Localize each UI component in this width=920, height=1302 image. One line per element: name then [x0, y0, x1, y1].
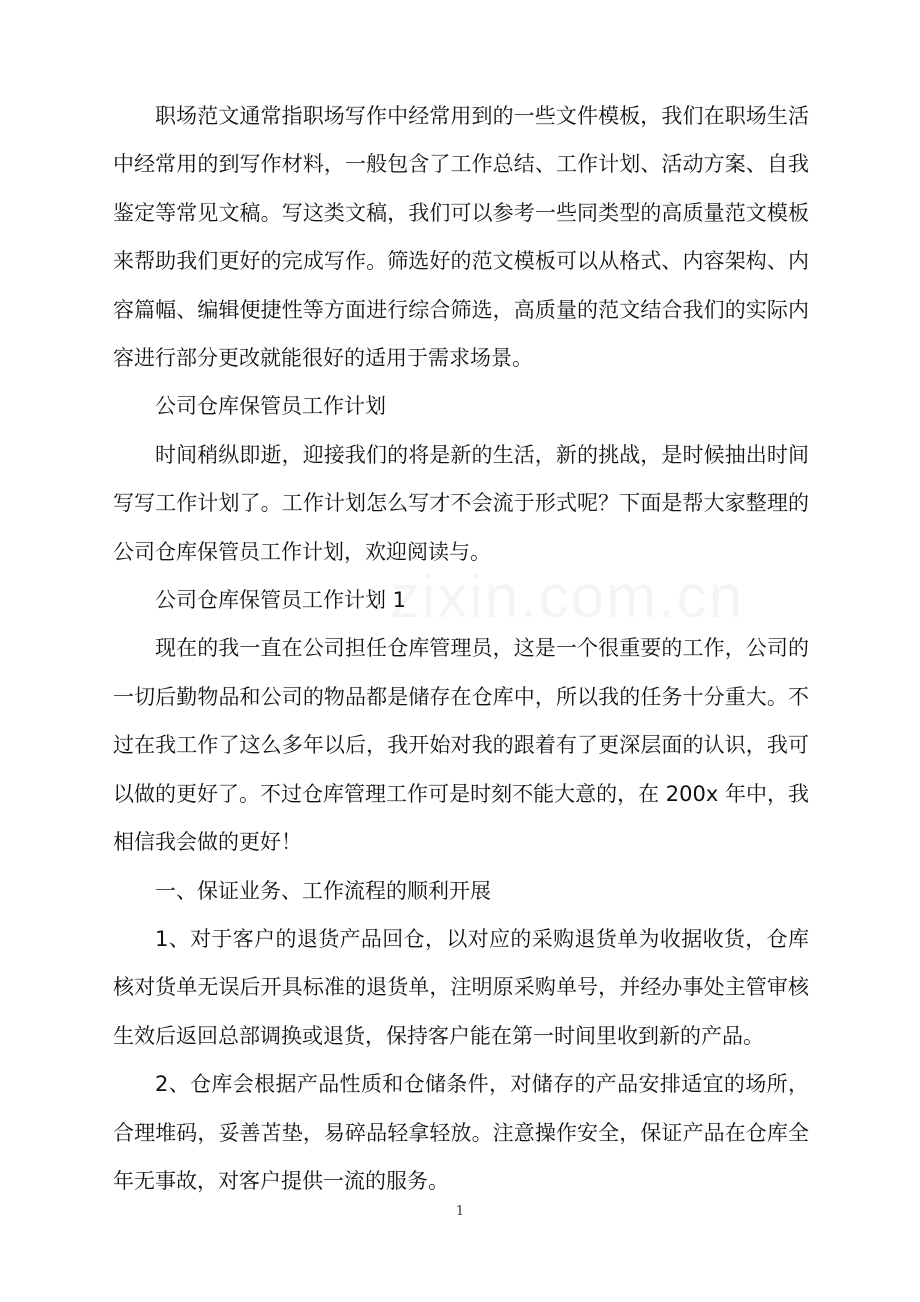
document-title: 公司仓库保管员工作计划 [155, 394, 386, 419]
page-number: 1 [455, 1204, 465, 1219]
body-paragraph: 现在的我一直在公司担任仓库管理员，这是一个很重要的工作，公司的一切后勤物品和公司的物品都是储存在仓库中，所以我的任务十分重大。不过在我工作了这么多年以后，我开始对我的跟着有了更深层面的认识，我可以做的更好了。不过仓库管理工作可是时刻不能大意的，在 200x 年中，我相信我会做的更好！ [113, 636, 809, 855]
section-title-1: 公司仓库保管员工作计划 1 [155, 588, 407, 613]
list-item-2: 2、仓库会根据产品性质和仓储条件，对储存的产品安排适宜的场所，合理堆码，妥善苫垫，易碎品轻拿轻放。注意操作安全，保证产品在仓库全年无事故，对客户提供一流的服务。 [113, 1072, 809, 1193]
preface-paragraph: 时间稍纵即逝，迎接我们的将是新的生活，新的挑战，是时候抽出时间写写工作计划了。工作计划怎么写才不会流于形式呢？下面是帮大家整理的公司仓库保管员工作计划，欢迎阅读与。 [113, 442, 809, 564]
subsection-heading: 一、保证业务、工作流程的顺利开展 [155, 878, 491, 903]
list-item-1: 1、对于客户的退货产品回仓，以对应的采购退货单为收据收货，仓库核对货单无误后开具标准的退货单，注明原采购单号，并经办事处主管审核生效后返回总部调换或退货，保持客户能在第一时间里收到新的产品。 [113, 926, 809, 1048]
intro-paragraph: 职场范文通常指职场写作中经常用到的一些文件模板，我们在职场生活中经常用的到写作材料，一般包含了工作总结、工作计划、活动方案、自我鉴定等常见文稿。写这类文稿，我们可以参考一些同类型的高质量范文模板来帮助我们更好的完成写作。筛选好的范文模板可以从格式、内容架构、内容篇幅、编辑便捷性等方面进行综合筛选，高质量的范文结合我们的实际内容进行部分更改就能很好的适用于需求场景。 [113, 104, 809, 371]
document-body [113, 92, 809, 1205]
